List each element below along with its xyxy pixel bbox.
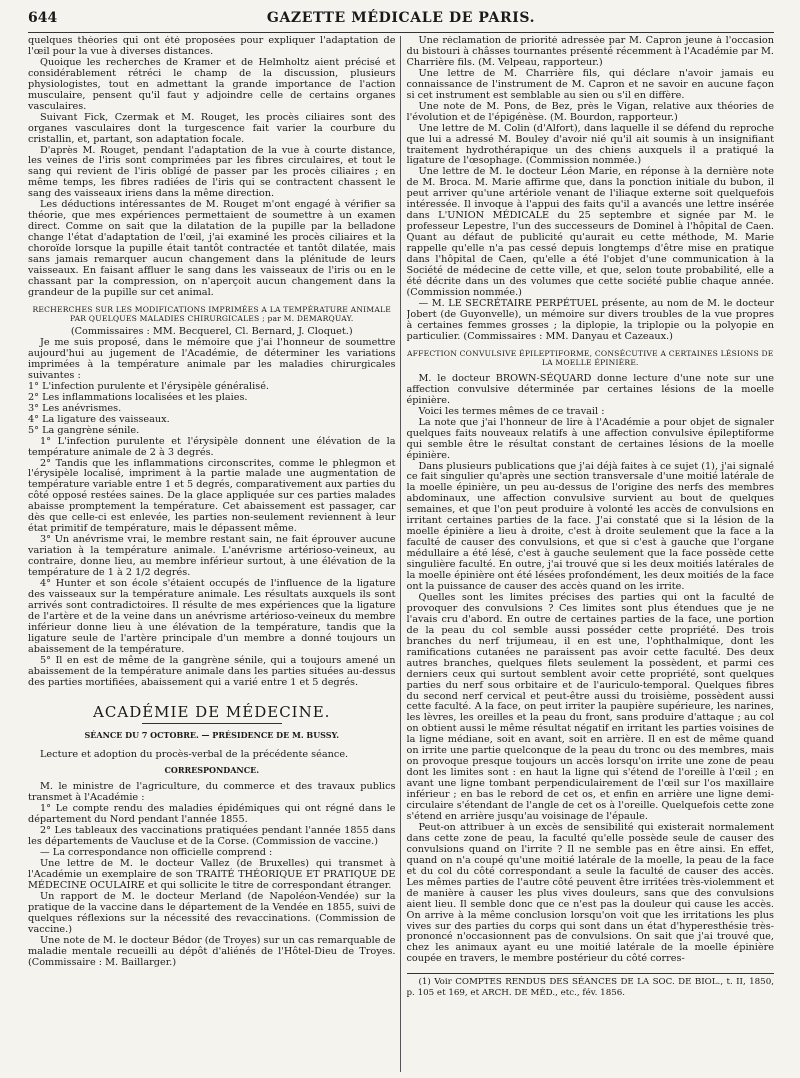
- commission-line: (Commissaires : MM. Becquerel, Cl. Bernard, J. Cloquet.): [70, 326, 353, 338]
- paragraph: Je me suis proposé, dans le mémoire que j'ai l'honneur de soumettre aujourd'hui au jugement de l'Académie, de déterminer les variations imprimées à la température animale par les maladies chirurgicales suivantes :: [28, 337, 396, 381]
- right-column: [407, 36, 775, 1072]
- paragraph: Une lettre de M. le docteur Vallez (de Bruxelles) qui transmet à l'Académie un exemplaire de son TRAITÉ THÉORIQUE ET PRATIQUE DE MÉDECINE OCULAIRE et qui sollicite le titre de correspondant étranger.: [28, 858, 396, 891]
- footnote: [407, 977, 775, 997]
- paragraph: Dans plusieurs publications que j'ai déjà faites à ce sujet (1), j'ai signalé ce fait singulier qu'après une section transversale d'une moitié latérale de la moelle épinière, un peu au-dessus de l'origine des nerfs des membres abdominaux, une affection convulsive survient au bout de quelques semaines, et que l'on peut produire à volonté les accès de convulsions en irritant certaines parties de la face. J'ai constaté que si la lésion de la moelle épinière a lieu à droite, c'est à droite seulement que la face a la faculté de causer des convulsions, et que si c'est à gauche que l'organe médullaire a été lésé, c'est à gauche seulement que la face possède cette singulière faculté. En outre, j'ai trouvé que si les deux moitiés latérales de la moelle épinière ont été lésées profondément, les deux moitiés de la face ont la puissance de causer des accès quand on les irrite.: [406, 460, 774, 592]
- paragraph: Une note de M. Pons, de Bez, près le Vigan, relative aux théories de l'évolution et de l'épigénèse. (M. Bourdon, rapporteur.): [406, 100, 774, 123]
- academy-heading: ACADÉMIE DE MÉDECINE.: [93, 702, 331, 721]
- paragraph: 1° Le compte rendu des maladies épidémiques qui ont régné dans le département du Nord pendant l'année 1855.: [28, 803, 396, 826]
- paragraph: Lecture et adoption du procès-verbal de la précédente séance.: [40, 749, 349, 761]
- section-title: AFFECTION CONVULSIVE ÉPILEPTIFORME, CONSÉCUTIVE A CERTAINES LÉSIONS DE LA MOELLE ÉPINIÈRE.: [406, 348, 774, 368]
- column-divider: [400, 36, 401, 1072]
- paragraph: 5° Il en est de même de la gangrène sénile, qui a toujours amené un abaissement de la température animale dans les parties situées au-dessus des parties mortifiées, abaissement qui a varié entre 1 et 5 degrés.: [28, 654, 396, 688]
- paragraph: quelques théories qui ont été proposées pour expliquer l'adaptation de l'œil pour la vue à diverses distances.: [28, 36, 396, 57]
- footnote-text: (1) Voir COMPTES RENDUS DES SÉANCES DE LA SOC. DE BIOL., t. II, 1850, p. 105 et 169, et ARCH. DE MÉD., etc., fév. 1856.: [406, 977, 774, 998]
- paragraph: 4° Hunter et son école s'étaient occupés de l'influence de la ligature des vaisseaux sur la température animale. Les résultats auxquels ils sont arrivés sont contradictoires. Il résulte de mes expériences que la ligature de l'artère et de la veine dans un anévrisme artérioso-veineux du membre inférieur donne lieu à une élévation de la température, tandis que la ligature seule de l'artère principale d'un membre a donné toujours un abaissement de la température.: [28, 577, 396, 655]
- paragraph: — M. LE SECRÉTAIRE PERPÉTUEL présente, au nom de M. le docteur Jobert (de Guyonvelle), un mémoire sur divers troubles de la vue propres à certaines femmes grosses ; la diplopie, la triplopie ou la polyopie en particulier. (Commissaires : MM. Danyau et Cazeaux.): [406, 297, 774, 342]
- list-item: 1° L'infection purulente et l'érysipèle généralisé.: [28, 380, 270, 392]
- page-number: 644: [28, 10, 58, 26]
- section-title: RECHERCHES SUR LES MODIFICATIONS IMPRIMÉES A LA TEMPÉRATURE ANIMALE PAR QUELQUES MALADIES CHIRURGICALES ; par M. DEMARQUAY.: [32, 304, 392, 324]
- list-item: 4° La ligature des vaisseaux.: [28, 413, 170, 425]
- publication-title: GAZETTE MÉDICALE DE PARIS.: [266, 10, 536, 26]
- left-column: [28, 36, 396, 1072]
- list-item: 3° Les anévrismes.: [28, 402, 122, 414]
- paragraph: Une lettre de M. le docteur Léon Marie, en réponse à la dernière note de M. Broca. M. Marie affirme que, dans la ponction initiale du bubon, il peut arriver qu'une artériole venant de l'iliaque externe soit quelquefois intéressée. Il invoque à l'appui des faits qu'il a avancés une lettre insérée dans L'UNION MÉDICALE du 25 septembre et signée par M. le professeur Lepestre, l'un des successeurs de Dominel à l'hôpital de Caen. Quant au défaut de publicité qu'aurait eu cette méthode, M. Marie rappelle qu'elle n'a pas cessé depuis longtemps d'être mise en pratique dans l'hôpital de Caen, qu'elle a été l'objet d'une communication à la Société de médecine de cette ville, et que, selon toute probabilité, elle a été décrite dans un des volumes que cette société publie chaque année. (Commission nommée.): [406, 166, 774, 298]
- list-item: 2° Les inflammations localisées et les plaies.: [28, 391, 248, 403]
- paragraph: 1° L'infection purulente et l'érysipèle donnent une élévation de la température animale de 2 à 3 degrés.: [28, 435, 396, 458]
- paragraph: Un rapport de M. le docteur Merland (de Napoléon-Vendée) sur la pratique de la vaccine dans le département de la Vendée en 1855, suivi de quelques réflexions sur la nécessité des revaccinations. (Commission de vaccine.): [28, 890, 396, 935]
- columns: [28, 36, 774, 1072]
- paragraph: Peut-on attribuer à un excès de sensibilité qui existerait normalement dans cette zone de peau, la faculté qu'elle possède seule de causer des convulsions quand on l'irrite ? Il ne semble pas en être ainsi. En effet, quand on n'a coupé qu'une moitié latérale de la moelle, la peau de la face et du col du côté correspondant a seule la faculté de causer des accès. Les mêmes parties de l'autre côté peuvent être irritées très-violemment et de manière à causer les plus vives douleurs, sans que des convulsions aient lieu. Il semble donc que ce n'est pas la douleur qui cause les accès. On arrive à la même conclusion lorsqu'on voit que les irritations les plus vives sur des parties du corps qui sont dans un état d'hyperesthésie très-prononcé n'occasionnent pas de convulsions. On sait que j'ai trouvé que, chez les animaux ayant eu une moitié latérale de la moelle épinière coupée en travers, le membre postérieur du côté corres-: [406, 821, 774, 965]
- correspondance-heading: CORRESPONDANCE.: [164, 765, 259, 776]
- paragraph: Quoique les recherches de Kramer et de Helmholtz aient précisé et considérablement rétréci le champ de la discussion, plusieurs physiologistes, tout en admettant la grande importance de l'action musculaire, pensent qu'il faut y adjoindre celle de certains organes vasculaires.: [28, 56, 396, 112]
- paragraph: M. le docteur BROWN-SÉQUARD donne lecture d'une note sur une affection convulsive déterminée par certaines lésions de la moelle épinière.: [406, 372, 774, 406]
- paragraph: 2° Les tableaux des vaccinations pratiquées pendant l'année 1855 dans les départements de Vaucluse et de la Corse. (Commission de vaccine.): [28, 825, 396, 848]
- paragraph: 2° Tandis que les inflammations circonscrites, comme le phlegmon et l'érysipèle localisé, impriment à la partie malade une augmentation de température variable entre 1 et 5 degrés, comparativement aux parties du côté opposé restées saines. De la glace appliquée sur ces parties malades abaisse promptement la température. Cet abaissement est passager, car dès que celle-ci est enlevée, les parties non-seulement reviennent à leur état primitif de température, mais le dépassent même.: [28, 457, 396, 535]
- paragraph: Une lettre de M. Colin (d'Alfort), dans laquelle il se défend du reproche que lui a adressé M. Bouley d'avoir nié qu'il ait soumis à un insignifiant traitement hydrothérapique un des chiens auxquels il a pratiqué la ligature de l'œsophage. (Commission nommée.): [406, 122, 774, 167]
- paragraph: D'après M. Rouget, pendant l'adaptation de la vue à courte distance, les veines de l'iris sont comprimées par les fibres circulaires, et tout le sang qui revient de l'iris obligé de passer par les procès ciliaires ; en même temps, les fibres radiées de l'iris qui se contractent chassent le sang des vaisseaux iriens dans la même direction.: [28, 144, 396, 200]
- paragraph: Suivant Fick, Czermak et M. Rouget, les procès ciliaires sont des organes vasculaires dont la turgescence fait varier la courbure du cristallin, et, partant, son adaptation focale.: [28, 111, 396, 145]
- paragraph: — La correspondance non officielle comprend :: [40, 847, 273, 859]
- footnote-rule: [407, 973, 775, 974]
- list-item: 5° La gangrène sénile.: [28, 424, 140, 436]
- paragraph: 3° Un anévrisme vrai, le membre restant sain, ne fait éprouver aucune variation à la température animale. L'anévrisme artérioso-veineux, au contraire, donne lieu, au membre inférieur surtout, à une élévation de la température de 1 à 2 1/2 degrés.: [28, 534, 396, 579]
- page-header: [28, 10, 774, 33]
- paragraph: M. le ministre de l'agriculture, du commerce et des travaux publics transmet à l'Académie :: [28, 781, 396, 804]
- paragraph: Quelles sont les limites précises des parties qui ont la faculté de provoquer des convulsions ? Ces limites sont plus étendues que je ne l'avais cru d'abord. En outre de certaines parties de la face, une portion de la peau du col semble aussi posséder cette propriété. Des trois branches du nerf trijumeau, il en est une, l'ophthalmique, dont les ramifications cutanées ne paraissent pas avoir cette faculté. Des deux autres branches, quelques filets seulement la possèdent, et parmi ces derniers ceux qui surtout semblent avoir cette propriété, sont quelques parties du nerf sous orbitaire et de l'auriculo-temporal. Quelques fibres du second nerf cervical et peut-être aussi du troisième, possèdent aussi cette faculté. A la face, on peut irriter la paupière supérieure, les narines, les lèvres, les oreilles et la peau du front, sans produire d'attaque ; au col on obtient aussi le même résultat négatif en irritant les parties voisines de la ligne médiane, soit en avant, soit en arrière. Il en est de même quand on irrite une partie quelconque de la peau du tronc ou des membres, mais on provoque presque toujours un accès lorsqu'on irrite une zone de peau dont les limites sont : en haut la ligne qui s'étend de l'oreille à l'œil ; en avant une ligne tombant perpendiculairement de l'œil sur l'os maxillaire inférieur ; en bas le rebord de cet os, et enfin en arrière une ligne demi-circulaire s'étendant de l'angle de cet os à l'oreille. Quelquefois cette zone s'étend en arrière jusqu'au voisinage de l'épaule.: [406, 591, 774, 822]
- paragraph: Une réclamation de priorité adressée par M. Capron jeune à l'occasion du bistouri à châsses tournantes présenté récemment à l'Académie par M. Charrière fils. (M. Velpeau, rapporteur.): [406, 36, 774, 68]
- seance-line: SÉANCE DU 7 OCTOBRE. — PRÉSIDENCE DE M. BUSSY.: [84, 729, 340, 740]
- paragraph: Une note de M. le docteur Bédor (de Troyes) sur un cas remarquable de maladie mentale recueilli au dépôt d'aliénés de l'Hôtel-Dieu de Troyes. (Commissaire : M. Baillarger.): [28, 934, 396, 968]
- paragraph: Voici les termes mêmes de ce travail :: [418, 405, 605, 417]
- paragraph: Les déductions intéressantes de M. Rouget m'ont engagé à vérifier sa théorie, que mes expériences permettaient de soumettre à un examen direct. Comme on sait que la dilatation de la pupille par la belladone change l'état d'adaptation de l'œil, j'ai examiné les procès ciliaires et la choroïde lorsque la pupille était tantôt contractée et tantôt dilatée, mais sans jamais remarquer aucun changement dans la plénitude de leurs vaisseaux. En faisant affluer le sang dans les vaisseaux de l'iris ou en le chassant par la compression, on n'aperçoit aucun changement dans la grandeur de la pupille sur cet animal.: [28, 199, 396, 298]
- paragraph: La note que j'ai l'honneur de lire à l'Académie a pour objet de signaler quelques faits nouveaux relatifs à une affection convulsive épileptiforme qui semble être le résultat constant de certaines lésions de la moelle épinière.: [406, 416, 774, 461]
- heading-rule: [142, 723, 282, 724]
- paragraph: Une lettre de M. Charrière fils, qui déclare n'avoir jamais eu connaissance de l'instrument de M. Capron et ne savoir en aucune façon si cet instrument est semblable au sien ou s'il en diffère.: [406, 67, 774, 101]
